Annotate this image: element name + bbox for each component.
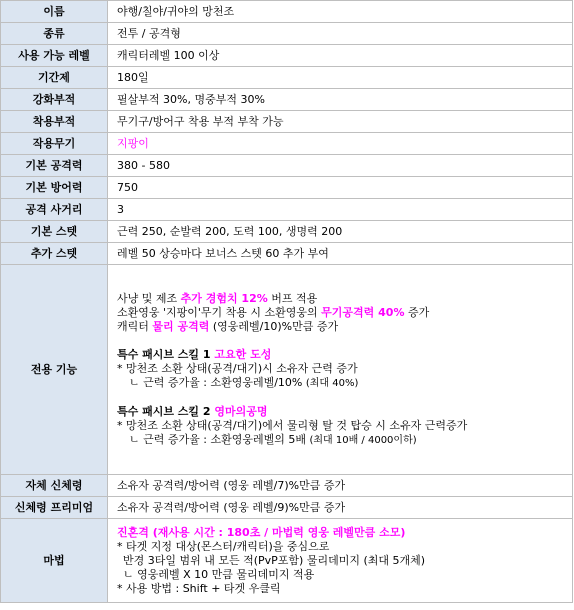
level-value: 캐릭터레벨 100 이상 xyxy=(108,45,573,67)
enhance-charm-label: 강화부적 xyxy=(1,89,108,111)
type-label: 종류 xyxy=(1,23,108,45)
range-label: 공격 사거리 xyxy=(1,199,108,221)
equip-charm-value: 무기구/방어구 착용 부적 부착 가능 xyxy=(108,111,573,133)
row-duration xyxy=(1,67,573,89)
spacer xyxy=(117,334,572,348)
passive-skill-1-title: 특수 패시브 스킬 1 고요한 도성 xyxy=(117,347,272,361)
type-value: 전투 / 공격형 xyxy=(108,23,573,45)
passive-skill-2-title: 특수 패시브 스킬 2 영마의공명 xyxy=(117,404,268,418)
row-range xyxy=(1,199,573,221)
row-premium-body xyxy=(1,497,573,519)
defense-value: 750 xyxy=(108,177,573,199)
enhance-charm-value: 필살부적 30%, 명중부적 30% xyxy=(108,89,573,111)
duration-value: 180일 xyxy=(108,67,573,89)
physical-attack-line: 캐릭터 물리 공격력 (영웅레벨/10)%만큼 증가 xyxy=(117,319,339,333)
magic-title: 진혼격 (재사용 시간 : 180초 / 마법력 영웅 레벨만큼 소모) xyxy=(117,525,406,539)
premium-body-value: 소유자 공격력/방어력 (영웅 레벨/9)%만큼 증가 xyxy=(108,497,573,519)
self-body-value: 소유자 공격력/방어력 (영웅 레벨/7)%만큼 증가 xyxy=(108,475,573,497)
magic-line-2: 반경 3타일 범위 내 모든 적(PvP포함) 물리데미지 (최대 5개체) xyxy=(123,553,426,567)
magic-line-3: ㄴ 영웅레벨 X 10 만큼 물리데미지 적용 xyxy=(123,567,315,581)
duration-label: 기간제 xyxy=(1,67,108,89)
row-defense xyxy=(1,177,573,199)
magic-line-4: * 사용 방법 : Shift + 타겟 우클릭 xyxy=(117,581,281,595)
name-label: 이름 xyxy=(1,1,108,23)
defense-label: 기본 방어력 xyxy=(1,177,108,199)
weapon-attack-line: 소환영웅 '지팡이'무기 착용 시 소환영웅의 무기공격력 40% 증가 xyxy=(117,305,430,319)
attack-value: 380 - 580 xyxy=(108,155,573,177)
base-stat-value: 근력 250, 순발력 200, 도력 100, 생명력 200 xyxy=(108,221,573,243)
spacer xyxy=(117,391,572,405)
name-value: 야행/칠야/귀야의 망천조 xyxy=(108,1,573,23)
passive-skill-2-rate: ㄴ 근력 증가율 : 소환영웅레벨의 5배 (최대 10배 / 4000이하) xyxy=(129,432,417,446)
magic-value xyxy=(108,519,573,603)
passive-skill-2-desc: * 망천조 소환 상태(공격/대기)에서 물리형 탈 것 탑승 시 소유자 근력증가 xyxy=(117,418,468,432)
exclusive-label: 전용 기능 xyxy=(1,265,108,475)
exclusive-value xyxy=(108,265,573,475)
premium-body-label: 신체령 프리미엄 xyxy=(1,497,108,519)
row-exclusive xyxy=(1,265,573,475)
equip-charm-label: 착용부적 xyxy=(1,111,108,133)
row-base-stat xyxy=(1,221,573,243)
weapon-label: 작용무기 xyxy=(1,133,108,155)
row-name xyxy=(1,1,573,23)
row-weapon xyxy=(1,133,573,155)
weapon-value: 지팡이 xyxy=(108,133,573,155)
base-stat-label: 기본 스텟 xyxy=(1,221,108,243)
row-type xyxy=(1,23,573,45)
bonus-stat-label: 추가 스텟 xyxy=(1,243,108,265)
exp-buff-line: 사냥 및 제조 추가 경험치 12% 버프 적용 xyxy=(117,291,318,305)
passive-skill-1-desc: * 망천조 소환 상태(공격/대기)시 소유자 근력 증가 xyxy=(117,361,358,375)
row-level xyxy=(1,45,573,67)
magic-label: 마법 xyxy=(1,519,108,603)
row-equip-charm xyxy=(1,111,573,133)
attack-label: 기본 공격력 xyxy=(1,155,108,177)
range-value: 3 xyxy=(108,199,573,221)
row-self-body xyxy=(1,475,573,497)
row-enhance-charm xyxy=(1,89,573,111)
level-label: 사용 가능 레벨 xyxy=(1,45,108,67)
row-magic xyxy=(1,519,573,603)
bonus-stat-value: 레벨 50 상승마다 보너스 스텟 60 추가 부여 xyxy=(108,243,573,265)
row-attack xyxy=(1,155,573,177)
row-bonus-stat xyxy=(1,243,573,265)
self-body-label: 자체 신체령 xyxy=(1,475,108,497)
passive-skill-1-rate: ㄴ 근력 증가율 : 소환영웅레벨/10% (최대 40%) xyxy=(129,375,359,389)
magic-line-1: * 타겟 지정 대상(몬스터/캐릭터)을 중심으로 xyxy=(117,539,330,553)
